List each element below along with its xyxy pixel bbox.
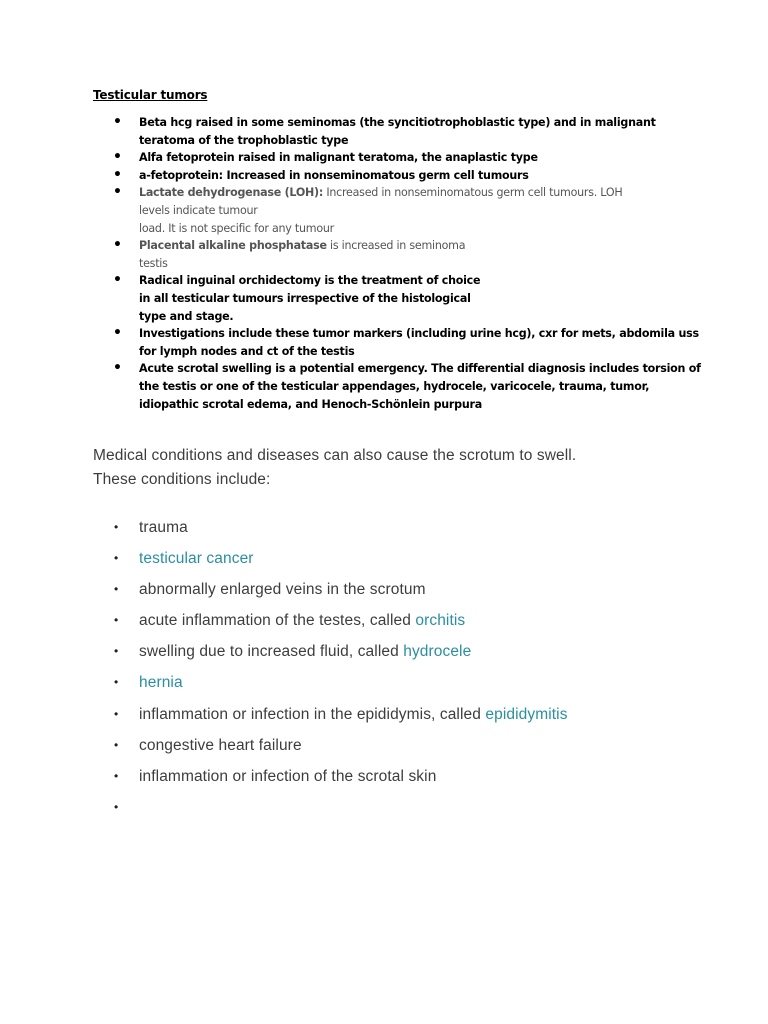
list-item-line: load. It is not specific for any tumour bbox=[139, 221, 334, 235]
list-item bbox=[113, 149, 693, 167]
list-item-line: teratoma of the trophoblastic type bbox=[139, 133, 349, 147]
condition-link[interactable]: hydrocele bbox=[403, 643, 472, 661]
list-item bbox=[113, 184, 693, 237]
list-item-line: the testis or one of the testicular appendages, hydrocele, varicocele, trauma, tumor, bbox=[139, 379, 650, 393]
list-item bbox=[113, 761, 713, 792]
list-item bbox=[113, 167, 693, 185]
condition-text: swelling due to increased fluid, called bbox=[139, 643, 404, 661]
list-item-line: • a-fetoprotein: Increased in nonseminomatous germ cell tumours bbox=[139, 168, 529, 182]
list-item-line: Increased in nonseminomatous germ cell tumours. LOH bbox=[323, 186, 623, 200]
list-item-line: for lymph nodes and ct of the testis bbox=[139, 344, 355, 358]
list-item-term: Placental alkaline phosphatase bbox=[139, 239, 327, 253]
list-item bbox=[113, 237, 693, 272]
condition-text: inflammation or infection of the scrotal skin bbox=[139, 767, 437, 785]
list-item bbox=[113, 325, 699, 360]
list-item-line: • Alfa fetoprotein raised in malignant teratoma, the anaplastic type bbox=[139, 151, 538, 165]
condition-text: inflammation or infection in the epididymis, called bbox=[139, 705, 486, 723]
list-item-term: Lactate dehydrogenase (LOH): bbox=[139, 186, 324, 200]
list-item bbox=[113, 792, 713, 823]
condition-link[interactable]: hernia bbox=[139, 674, 183, 692]
list-item bbox=[113, 512, 713, 543]
intro-paragraph bbox=[93, 444, 693, 492]
list-item bbox=[113, 605, 713, 636]
list-item-line: is increased in seminoma bbox=[326, 239, 466, 253]
list-item bbox=[113, 730, 713, 761]
list-item bbox=[113, 272, 693, 325]
list-item[interactable] bbox=[113, 667, 713, 698]
list-item-line: • Investigations include these tumor markers (including urine hcg), cxr for mets, abdomila uss bbox=[139, 327, 699, 341]
list-item-line: levels indicate tumour bbox=[139, 203, 258, 217]
tumor-marker-list bbox=[113, 114, 701, 413]
section-heading: Testicular tumors bbox=[93, 88, 208, 102]
condition-link[interactable]: epididymitis bbox=[485, 705, 568, 723]
intro-line: Medical conditions and diseases can also cause the scrotum to swell. bbox=[93, 447, 577, 464]
list-item-line: in all testicular tumours irrespective of the histological bbox=[139, 291, 471, 305]
intro-line: These conditions include: bbox=[93, 471, 271, 488]
condition-text: acute inflammation of the testes, called bbox=[139, 612, 416, 630]
list-item-line: idiopathic scrotal edema, and Henoch-Schönlein purpura bbox=[139, 397, 482, 411]
condition-text: congestive heart failure bbox=[139, 736, 302, 754]
conditions-list bbox=[113, 512, 713, 823]
list-item-line: • Radical inguinal orchidectomy is the treatment of choice bbox=[139, 274, 481, 288]
list-item bbox=[113, 114, 693, 149]
list-item[interactable] bbox=[113, 543, 713, 574]
list-item bbox=[113, 574, 713, 605]
list-item bbox=[113, 699, 713, 730]
list-item-line: • Acute scrotal swelling is a potential emergency. The differential diagnosis includes torsion of bbox=[139, 362, 701, 376]
list-item-line: type and stage. bbox=[139, 309, 234, 323]
condition-link[interactable]: orchitis bbox=[415, 612, 466, 630]
list-item bbox=[113, 360, 701, 413]
list-item-line: testis bbox=[139, 256, 168, 270]
list-item bbox=[113, 636, 713, 667]
condition-text: abnormally enlarged veins in the scrotum bbox=[139, 581, 426, 599]
condition-link[interactable]: testicular cancer bbox=[139, 550, 254, 568]
list-item-line: • Beta hcg raised in some seminomas (the syncitiotrophoblastic type) and in malignant bbox=[139, 116, 656, 129]
condition-text: trauma bbox=[139, 519, 188, 536]
